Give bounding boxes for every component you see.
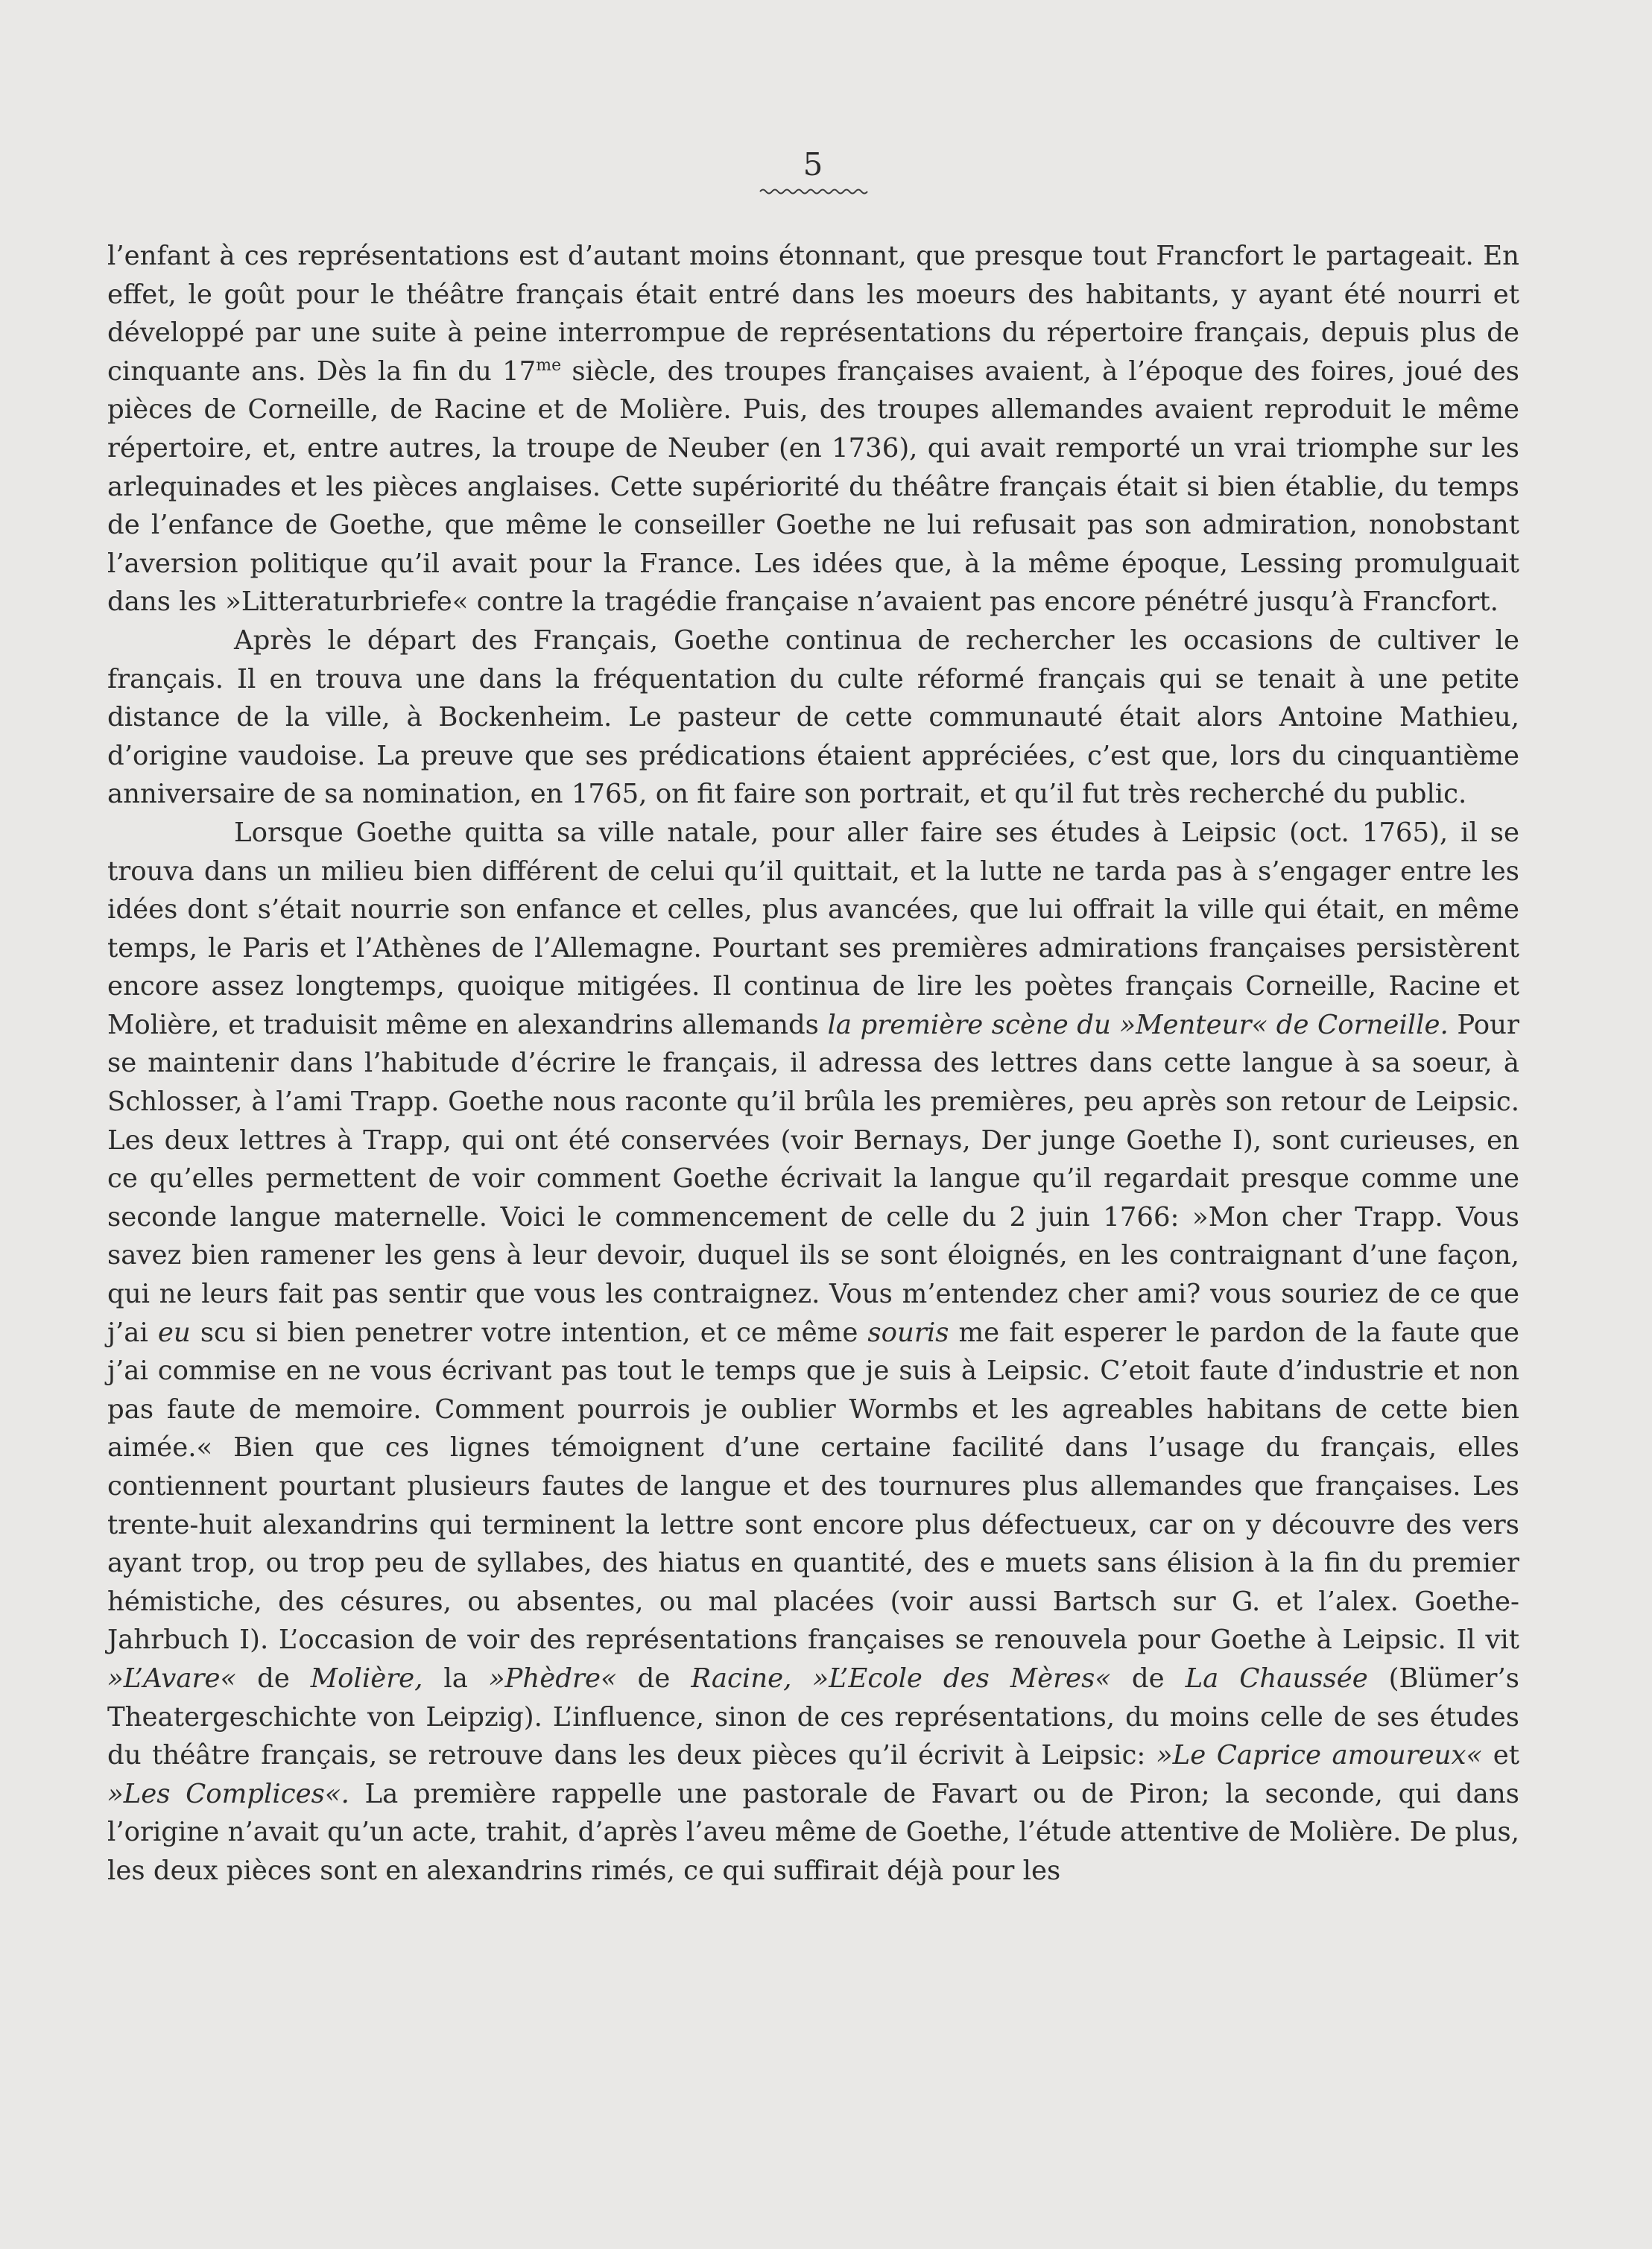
italic-title-phedre: »Phèdre« <box>488 1663 617 1694</box>
wavy-underline-ornament <box>759 186 870 197</box>
paragraph-3-segment: de <box>616 1663 692 1694</box>
paragraph-3-segment: Lorsque Goethe quitta sa ville natale, pour aller faire ses études à Leipsic (oct. 1765), il se trouva dans un milieu bien différent de celui qu’il quittait, et la lutte ne tarda pas à s’engager entre les idées dont s’était nourrie son enfance et celles, plus avancées, que lui offrait la ville qui était, en même temps, le Paris et l’Athènes de l’Allemagne. Pourtant ses premières admirations françaises persistèrent encore assez longtemps, quoique mitigées. Il continua de lire les poètes français Corneille, Racine et Molière, et traduisit même en alexandrins allemands <box>107 817 1519 1040</box>
italic-word-souris: souris <box>867 1317 949 1348</box>
paragraph-3-segment: La première rappelle une pastorale de Favart ou de Piron; la seconde, qui dans l’origine n’avait qu’un acte, trahit, d’après l’aveu même de Goethe, l’étude attentive de Molière. De plus, les deux pièces sont en alexandrins rimés, ce qui suffirait déjà pour les <box>107 1778 1519 1886</box>
paragraph-3-segment: de <box>1111 1663 1186 1694</box>
italic-title-ecole-des-meres: »L’Ecole des Mères« <box>812 1663 1112 1694</box>
paragraph-3-segment: la <box>423 1663 489 1694</box>
paragraph-1-text-a: l’enfant à ces représentations est d’autant moins étonnant, que presque tout Francfort le partageait. En effet, le goût pour le théâtre français était entré dans les moeurs des habitants, y ayant été nourri et développé par une suite à peine interrompue de représentations du répertoire français, depuis plus de cinquante ans. Dès la fin du 17 <box>107 241 1519 387</box>
italic-title-avare: »L’Avare« <box>107 1663 237 1694</box>
italic-title-menteur: la première scène du »Menteur« de Corneille. <box>827 1009 1449 1040</box>
paragraph-3 <box>107 814 1519 1891</box>
paragraph-2: Après le départ des Français, Goethe continua de rechercher les occasions de cultiver le français. Il en trouva une dans la fréquentation du culte réformé français qui se tenait à une petite distance de la ville, à Bockenheim. Le pasteur de cette communauté était alors Antoine Mathieu, d’origine vaudoise. La preuve que ses prédications étaient appréciées, c’est que, lors du cinquantième anniversaire de sa nomination, en 1765, on fit faire son portrait, et qu’il fut très recherché du public. <box>107 624 1519 810</box>
paragraph-1-text-b: siècle, des troupes françaises avaient, à l’époque des foires, joué des pièces de Corneille, de Racine et de Molière. Puis, des troupes allemandes avaient reproduit le même répertoire, et, entre autres, la troupe de Neuber (en 1736), qui avait remporté un vrai triomphe sur les arlequinades et les pièces anglaises. Cette supériorité du théâtre français était si bien établie, du temps de l’enfance de Goethe, que même le conseiller Goethe ne lui refusait pas son admiration, nonobstant l’aversion politique qu’il avait pour la France. Les idées que, à la même époque, Lessing promulguait dans les »Litteraturbriefe« contre la tragédie française n’avaient pas encore pénétré jusqu’à Francfort. <box>107 355 1519 618</box>
italic-word-eu: eu <box>157 1317 191 1348</box>
paragraph-3-segment: (Blümer’s Theatergeschichte von Leipzig). L’influence, sinon de ces représentations, du moins celle de ses études du théâtre français, se retrouve dans les deux pièces qu’il écrivit à Leipsic: <box>107 1663 1519 1771</box>
paragraph-1 <box>107 237 1519 621</box>
century-superscript: me <box>536 355 562 375</box>
italic-title-complices: »Les Complices«. <box>107 1778 349 1809</box>
italic-author-racine: Racine, <box>691 1663 792 1694</box>
paragraph-3-segment: de <box>236 1663 311 1694</box>
paragraph-3-segment: me fait esperer le pardon de la faute que j’ai commise en ne vous écrivant pas tout le temps que je suis à Leipsic. C’etoit faute d’industrie et non pas faute de memoire. Comment pourrois je oublier Wormbs et les agreables habitans de cette bien aimée.« Bien que ces lignes témoignent d’une certaine facilité dans l’usage du français, elles contiennent pourtant plusieurs fautes de langue et des tournures plus allemandes que françaises. Les trente-huit alexandrins qui terminent la lettre sont encore plus défectueux, car on y découvre des vers ayant trop, ou trop peu de syllabes, des hiatus en quantité, des e muets sans élision à la fin du premier hémistiche, des césures, ou absentes, ou mal placées (voir aussi Bartsch sur G. et l’alex. Goethe-Jahrbuch I). L’occasion de voir des représentations françaises se renouvela pour Goethe à Leipsic. Il vit <box>107 1317 1519 1656</box>
paragraph-3-segment: Pour se maintenir dans l’habitude d’écrire le français, il adressa des lettres dans cette langue à sa soeur, à Schlosser, à l’ami Trapp. Goethe nous raconte qu’il brûla les premières, peu après son retour de Leipsic. Les deux lettres à Trapp, qui ont été conservées (voir Bernays, Der junge Goethe I), sont curieuses, en ce qu’elles permettent de voir comment Goethe écrivait la langue qu’il regardait presque comme une seconde langue maternelle. Voici le commencement de celle du 2 juin 1766: »Mon cher Trapp. Vous savez bien ramener les gens à leur devoir, duquel ils se sont éloignés, en les contraignant d’une façon, qui ne leurs fait pas sentir que vous les contraignez. Vous m’entendez cher ami? vous souriez de ce que j’ai <box>107 1009 1519 1348</box>
page-number: 5 <box>803 146 823 183</box>
paragraph-3-segment: et <box>1482 1740 1519 1771</box>
italic-author-la-chaussee: La Chaussée <box>1185 1663 1368 1694</box>
italic-title-caprice-amoureux: »Le Caprice amoureux« <box>1156 1740 1483 1771</box>
italic-author-moliere: Molière, <box>310 1663 423 1694</box>
paragraph-3-segment: scu si bien penetrer votre intention, et ce même <box>190 1317 868 1348</box>
body-text <box>107 237 1519 1891</box>
paragraph-3-segment <box>791 1663 812 1694</box>
